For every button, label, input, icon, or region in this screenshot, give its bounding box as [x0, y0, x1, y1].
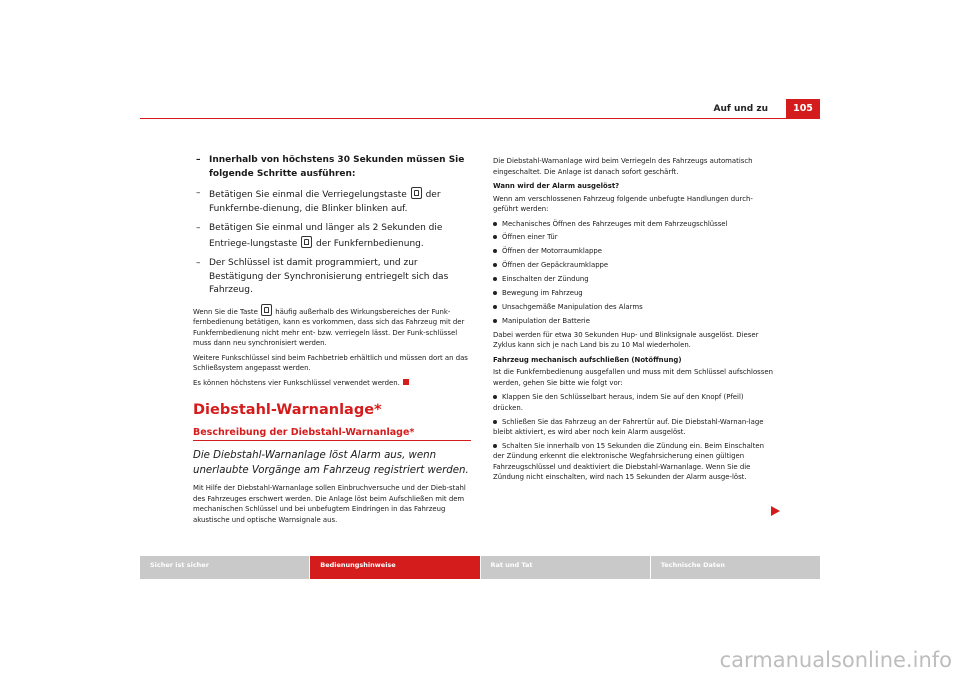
body-text: Mit Hilfe der Diebstahl-Warnanlage sollen Einbruchversuche und der Dieb-stahl des Fahrzeuges erschwert werden. Die Anlage löst beim Aufschließen mit dem mechanischen Schlüssel und bei unbefugtem Eindringen in das Fahrzeug akustische und optische Warnsignale aus. [193, 484, 466, 524]
lock-key-icon [411, 187, 422, 199]
bullet-icon [493, 235, 497, 239]
bullet-icon [493, 263, 497, 267]
end-marker-icon [403, 379, 409, 385]
watermark: carmanualsonline.info [719, 648, 952, 672]
bullet-icon [493, 277, 497, 281]
step-text: der Funkfernbe-dienung, die Blinker blinken auf. [209, 190, 441, 214]
right-column [493, 156, 775, 486]
subsection-title: Beschreibung der Diebstahl-Warnanlage* [193, 426, 471, 441]
list-item: Unsachgemäße Manipulation des Alarms [493, 302, 775, 313]
bullet-icon [493, 305, 497, 309]
section-title: Diebstahl-Warnanlage* [193, 402, 382, 418]
step-text: der Funkfernbedienung. [313, 238, 424, 249]
mechanical-open-title: Fahrzeug mechanisch aufschließen (Notöffnung) [493, 355, 682, 364]
alarm-question-text: Wenn am verschlossenen Fahrzeug folgende unbefugte Handlungen durch-geführt werden: [493, 194, 753, 213]
step-item: – Betätigen Sie einmal und länger als 2 Sekunden die Entriege-lungstaste der Funkfernbedienung. [196, 223, 443, 249]
note-extra-keys: Weitere Funkschlüssel sind beim Fachbetrieb erhältlich und müssen dort an das Schließsystem angepasst werden. [193, 353, 468, 372]
list-item: Bewegung im Fahrzeug [493, 288, 775, 299]
bullet-icon [493, 444, 497, 448]
tab-sicher-ist-sicher[interactable]: Sicher ist sicher [140, 556, 309, 579]
step-item: – Innerhalb von höchstens 30 Sekunden müssen Sie folgende Schritte ausführen: [196, 155, 465, 179]
tab-bedienungshinweise[interactable]: Bedienungshinweise [310, 556, 479, 579]
list-item: Öffnen der Gepäckraumklappe [493, 260, 775, 271]
note-sync: Wenn Sie die Taste häufig außerhalb des Wirkungsbereiches der Funk-fernbedienung betätigen, kann es vorkommen, dass sich das Fahrzeug mit der Funkfernbedienung nicht mehr ent- bzw. verriegeln lässt. Der Funk-schlüssel muss dann neu synchronisiert werden. [193, 304, 471, 349]
list-item: Mechanisches Öffnen des Fahrzeuges mit dem Fahrzeugschlüssel [493, 219, 775, 230]
step-text: Der Schlüssel ist damit programmiert, und zur Bestätigung der Synchronisierung entriegelt sich das Fahrzeug. [209, 258, 449, 295]
step-item: – Der Schlüssel ist damit programmiert, und zur Bestätigung der Synchronisierung entriegelt sich das Fahrzeug. [196, 258, 449, 295]
bullet-icon [493, 249, 497, 253]
unlock-key-icon [301, 236, 312, 248]
alarm-question-title: Wann wird der Alarm ausgelöst? [493, 182, 620, 190]
bullet-icon [493, 420, 497, 424]
bullet-icon [493, 319, 497, 323]
list-item: Öffnen einer Tür [493, 232, 775, 243]
intro-text: Die Diebstahl-Warnanlage wird beim Verriegeln des Fahrzeugs automatisch eingeschaltet. Die Anlage ist danach sofort geschärft. [493, 157, 753, 176]
step-text: Betätigen Sie einmal die Verriegelungstaste [209, 190, 410, 200]
list-item: Schalten Sie innerhalb von 15 Sekunden die Zündung ein. Beim Einschalten der Zündung erkennt die elektronische Wegfahrsicherung einen gültigen Fahrzeugschlüssel und deaktiviert die Diebstahl-Warnanlage. Wenn Sie die Zündung nicht einschalten, wird nach 15 Sekunden der Alarm ausge-löst. [493, 441, 765, 482]
page-number: 105 [786, 99, 820, 118]
bullet-icon [493, 395, 497, 399]
unlock-key-icon [261, 304, 272, 316]
header-rule [140, 118, 820, 119]
tab-technische-daten[interactable]: Technische Daten [651, 556, 820, 579]
step-item: – Betätigen Sie einmal die Verriegelungstaste der Funkfernbe-dienung, die Blinker blinken auf. [196, 188, 441, 214]
note-max-keys: Es können höchstens vier Funkschlüssel verwendet werden. [193, 378, 471, 389]
page-header-title: Auf und zu [713, 104, 768, 114]
list-item: Manipulation der Batterie [493, 316, 775, 327]
list-item: Klappen Sie den Schlüsselbart heraus, indem Sie auf den Knopf (Pfeil) drücken. [493, 393, 744, 412]
list-item: Öffnen der Motorraumklappe [493, 246, 775, 257]
lead-text: Die Diebstahl-Warnanlage löst Alarm aus, wenn unerlaubte Vorgänge am Fahrzeug registriert werden. [193, 450, 469, 476]
step-text: Innerhalb von höchstens 30 Sekunden müssen Sie folgende Schritte ausführen: [209, 155, 465, 179]
list-item: Einschalten der Zündung [493, 274, 775, 285]
duration-text: Dabei werden für etwa 30 Sekunden Hup- und Blinksignale ausgelöst. Dieser Zyklus kann sich je nach Land bis zu 10 Mal wiederholen. [493, 330, 759, 350]
bullet-icon [493, 291, 497, 295]
mechanical-open-text: Ist die Funkfernbedienung ausgefallen und muss mit dem Schlüssel aufschlossen werden, gehen Sie bitte wie folgt vor: [493, 368, 773, 387]
left-column [193, 154, 471, 529]
bullet-icon [493, 222, 497, 226]
tab-rat-und-tat[interactable]: Rat und Tat [481, 556, 650, 579]
list-item: Schließen Sie das Fahrzeug an der Fahrertür auf. Die Diebstahl-Warnan-lage bleibt aktiviert, es wird aber noch kein Alarm ausgelöst. [493, 417, 764, 437]
footer-nav [140, 556, 820, 579]
step-text: Betätigen Sie einmal und länger als 2 Sekunden die Entriege-lungstaste [209, 223, 443, 249]
trigger-list [493, 219, 775, 327]
continue-arrow-icon[interactable] [771, 506, 780, 516]
